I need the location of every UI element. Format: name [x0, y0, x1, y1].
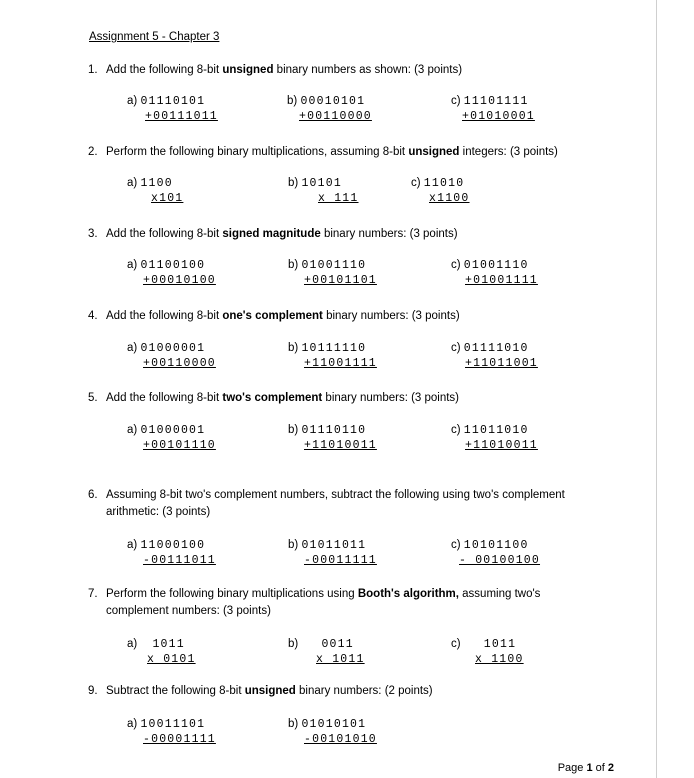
problem-label: c): [411, 177, 421, 189]
operand-top: 01000001: [140, 342, 206, 355]
question-number: 7.: [88, 588, 98, 600]
question-text-tail: binary numbers: (3 points): [320, 228, 458, 240]
total-page-count: 2: [607, 762, 614, 774]
problem-1b: [287, 94, 372, 124]
problem-label: c): [451, 95, 461, 107]
problem-label: a): [127, 342, 138, 354]
question-text-tail: binary numbers as shown: (3 points): [273, 64, 463, 76]
problem-label: a): [127, 638, 138, 650]
operand-top: 10111110: [301, 342, 367, 355]
operand-bottom: x 111: [318, 192, 359, 205]
operand-bottom: -00001111: [143, 733, 216, 746]
problem-9a: [127, 717, 216, 747]
problem-label: a): [127, 259, 138, 271]
problem-3a: [127, 258, 216, 288]
operand-top: 10011101: [140, 718, 206, 731]
operand-top: 01110110: [301, 424, 367, 437]
footer-of: of: [592, 762, 608, 774]
operand-bottom: x 1100: [475, 653, 524, 666]
problem-label: c): [451, 342, 461, 354]
operand-bottom: x1100: [429, 192, 470, 205]
operand-bottom: +01001111: [465, 274, 538, 287]
question-7: [88, 586, 628, 620]
problem-1c: [451, 94, 535, 124]
question-3: [88, 226, 628, 243]
problem-label: b): [288, 718, 299, 730]
question-1: [88, 62, 628, 79]
problem-2c: [411, 176, 470, 206]
page-footer: [558, 762, 614, 774]
operand-top: 01001110: [463, 259, 529, 272]
question-emphasis: unsigned: [244, 685, 296, 697]
operand-bottom: +00101110: [143, 439, 216, 452]
question-text-tail: binary numbers: (3 points): [322, 310, 460, 322]
operand-top: 1100: [140, 177, 173, 190]
question-text-tail: binary numbers: (2 points): [295, 685, 433, 697]
operand-bottom: x101: [151, 192, 184, 205]
operand-bottom: -00011111: [304, 554, 377, 567]
footer-prefix: Page: [557, 762, 587, 774]
operand-bottom: - 00100100: [459, 554, 541, 567]
operand-top: 1011: [152, 638, 185, 651]
question-emphasis: unsigned: [222, 64, 274, 76]
problem-label: b): [288, 177, 299, 189]
operand-bottom: -00101010: [304, 733, 377, 746]
question-emphasis: two's complement: [222, 392, 323, 404]
problem-6a: [127, 538, 216, 568]
question-text-tail: binary numbers: (3 points): [322, 392, 460, 404]
operand-top: 10101100: [463, 539, 529, 552]
question-text-tail: integers: (3 points): [459, 146, 558, 158]
operand-bottom: +00111011: [145, 110, 218, 123]
operand-top: 01111010: [463, 342, 529, 355]
operand-top: 1011: [483, 638, 517, 651]
problem-label: b): [288, 638, 299, 650]
problem-1a: [127, 94, 218, 124]
current-page-number: 1: [586, 762, 593, 774]
operand-top: 01001110: [301, 259, 367, 272]
operand-bottom: x 0101: [147, 653, 196, 666]
operand-top: 01110101: [140, 95, 206, 108]
problem-9b: [288, 717, 377, 747]
problem-label: b): [288, 424, 299, 436]
problem-6c: [451, 538, 540, 568]
problem-label: c): [451, 424, 461, 436]
question-4: [88, 308, 628, 325]
operand-top: 10101: [301, 177, 342, 190]
question-number: 4.: [88, 310, 98, 322]
operand-bottom: +00010100: [143, 274, 216, 287]
problem-label: b): [288, 342, 299, 354]
operand-bottom: +00110000: [299, 110, 372, 123]
question-text: Perform the following binary multiplications, assuming 8-bit: [106, 146, 409, 158]
operand-top: 01010101: [301, 718, 367, 731]
operand-bottom: +11011001: [465, 357, 538, 370]
question-number: 5.: [88, 392, 98, 404]
operand-bottom: x 1011: [316, 653, 365, 666]
problem-label: c): [451, 259, 461, 271]
operand-top: 11011010: [463, 424, 529, 437]
problem-5b: [288, 423, 377, 453]
question-text: Perform the following binary multiplications using: [106, 588, 358, 600]
problem-3b: [288, 258, 377, 288]
operand-bottom: -00111011: [143, 554, 216, 567]
problem-label: a): [127, 95, 138, 107]
problem-label: a): [127, 718, 138, 730]
question-9: [88, 683, 628, 700]
operand-top: 11010: [423, 177, 465, 190]
question-text: Add the following 8-bit: [106, 310, 223, 322]
question-text: Add the following 8-bit: [106, 228, 223, 240]
page-edge: [656, 0, 657, 778]
operand-top: 01011011: [301, 539, 367, 552]
question-2: [88, 144, 628, 161]
operand-top: 01000001: [140, 424, 206, 437]
problem-5c: [451, 423, 538, 453]
question-text: Subtract the following 8-bit: [106, 685, 245, 697]
operand-bottom: +11010011: [465, 439, 538, 452]
question-emphasis: one's complement: [222, 310, 323, 322]
operand-top: 01100100: [140, 259, 206, 272]
question-6: [88, 487, 628, 521]
problem-label: c): [451, 539, 461, 551]
question-number: 6.: [88, 489, 98, 501]
problem-7a: [127, 637, 196, 667]
problem-label: b): [288, 539, 299, 551]
operand-top: 0011: [321, 638, 354, 651]
operand-bottom: +01010001: [462, 110, 535, 123]
question-number: 2.: [88, 146, 98, 158]
operand-top: 11000100: [140, 539, 206, 552]
question-number: 1.: [88, 64, 98, 76]
operand-bottom: +00101101: [304, 274, 377, 287]
operand-bottom: +00110000: [143, 357, 216, 370]
problem-5a: [127, 423, 216, 453]
problem-2a: [127, 176, 183, 206]
problem-label: c): [451, 638, 461, 650]
operand-bottom: +11001111: [304, 357, 377, 370]
operand-top: 11101111: [463, 95, 529, 108]
problem-4a: [127, 341, 216, 371]
question-emphasis: signed magnitude: [222, 228, 321, 240]
question-number: 3.: [88, 228, 98, 240]
problem-label: b): [288, 259, 299, 271]
operand-bottom: +11010011: [304, 439, 377, 452]
question-emphasis: Booth's algorithm,: [357, 588, 459, 600]
problem-2b: [288, 176, 359, 206]
problem-4c: [451, 341, 538, 371]
operand-top: 00010101: [300, 95, 366, 108]
question-text-tail: assuming two's complement numbers: (3 points): [106, 588, 541, 617]
problem-label: a): [127, 177, 138, 189]
page-title: Assignment 5 - Chapter 3: [89, 31, 220, 43]
problem-label: a): [127, 539, 138, 551]
problem-4b: [288, 341, 377, 371]
question-5: [88, 390, 628, 407]
problem-6b: [288, 538, 377, 568]
question-text: Add the following 8-bit: [106, 64, 223, 76]
question-text: Add the following 8-bit: [106, 392, 223, 404]
problem-7b: [288, 637, 365, 667]
problem-7c: [451, 637, 524, 667]
problem-label: b): [287, 95, 298, 107]
question-text: Assuming 8-bit two's complement numbers, subtract the following using two's complement arithmetic: (3 points): [106, 489, 565, 518]
question-emphasis: unsigned: [408, 146, 460, 158]
problem-3c: [451, 258, 538, 288]
problem-label: a): [127, 424, 138, 436]
question-number: 9.: [88, 685, 98, 697]
